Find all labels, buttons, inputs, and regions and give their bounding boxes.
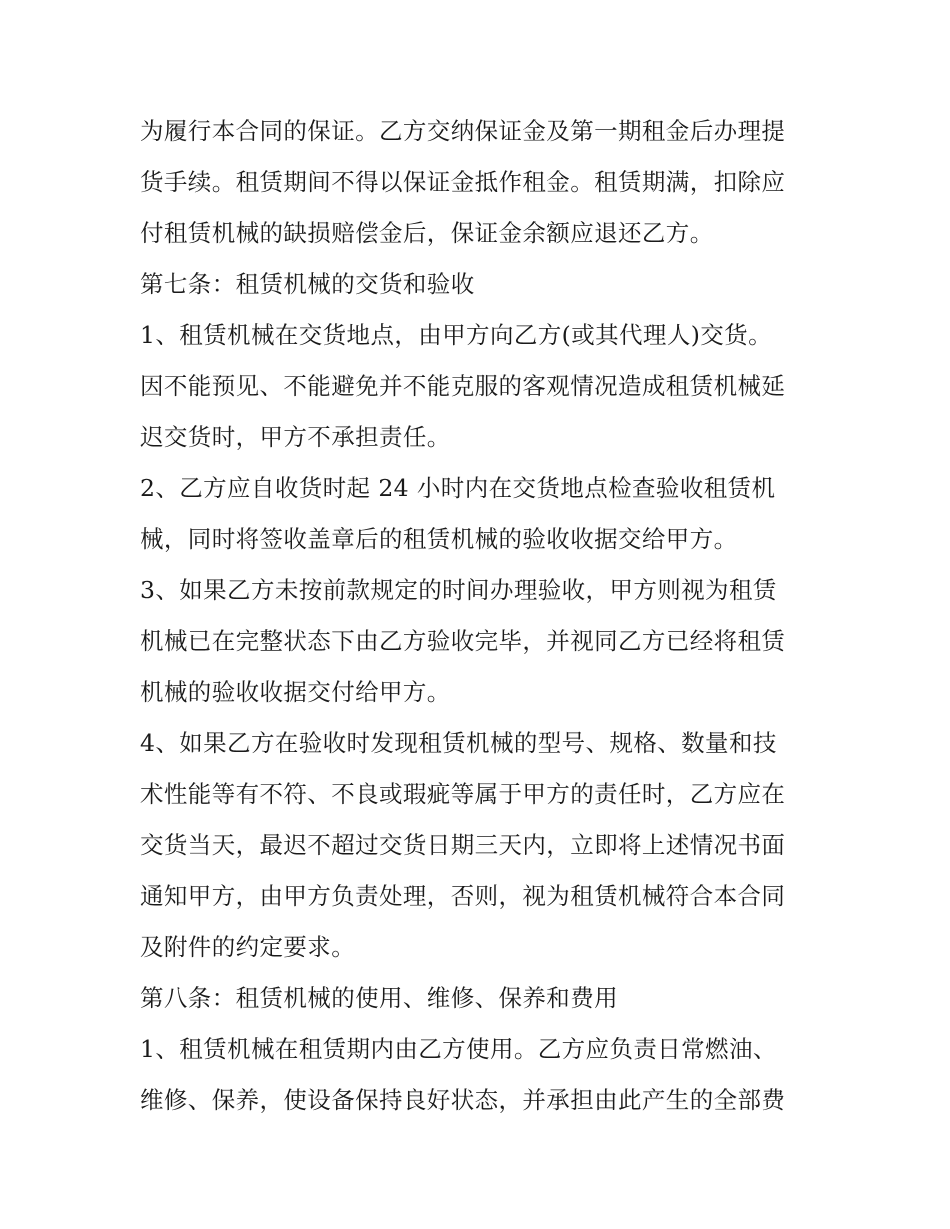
- text-line: 因不能预见、不能避免并不能克服的客观情况造成租赁机械延: [140, 372, 786, 400]
- article-heading: 第七条：租赁机械的交货和验收: [140, 270, 475, 298]
- text-line: 1、租赁机械在租赁期内由乙方使用。乙方应负责日常燃油、: [140, 1035, 777, 1063]
- text-line: 械，同时将签收盖章后的租赁机械的验收收据交给甲方。: [140, 525, 738, 553]
- article-heading: 第八条：租赁机械的使用、维修、保养和费用: [140, 984, 618, 1012]
- text-line: 交货当天，最迟不超过交货日期三天内，立即将上述情况书面: [140, 831, 786, 859]
- text-line: 术性能等有不符、不良或瑕疵等属于甲方的责任时，乙方应在: [140, 780, 786, 808]
- text-line: 通知甲方，由甲方负责处理，否则，视为租赁机械符合本合同: [140, 882, 786, 910]
- text-line: 及附件的约定要求。: [140, 933, 356, 961]
- text-line: 货手续。租赁期间不得以保证金抵作租金。租赁期满，扣除应: [140, 168, 786, 196]
- text-line: 为履行本合同的保证。乙方交纳保证金及第一期租金后办理提: [140, 117, 786, 145]
- text-line: 迟交货时，甲方不承担责任。: [140, 423, 451, 451]
- contract-text: [140, 106, 820, 1126]
- text-line: 2、乙方应自收货时起 24 小时内在交货地点检查验收租赁机: [140, 474, 776, 502]
- text-line: 3、如果乙方未按前款规定的时间办理验收，甲方则视为租赁: [140, 576, 777, 604]
- text-line: 机械已在完整状态下由乙方验收完毕，并视同乙方已经将租赁: [140, 627, 786, 655]
- text-line: 1、租赁机械在交货地点，由甲方向乙方(或其代理人)交货。: [140, 321, 772, 349]
- text-line: 机械的验收收据交付给甲方。: [140, 678, 451, 706]
- text-line: 付租赁机械的缺损赔偿金后，保证金余额应退还乙方。: [140, 219, 714, 247]
- text-line: 维修、保养，使设备保持良好状态，并承担由此产生的全部费: [140, 1086, 786, 1114]
- text-line: 4、如果乙方在验收时发现租赁机械的型号、规格、数量和技: [140, 729, 777, 757]
